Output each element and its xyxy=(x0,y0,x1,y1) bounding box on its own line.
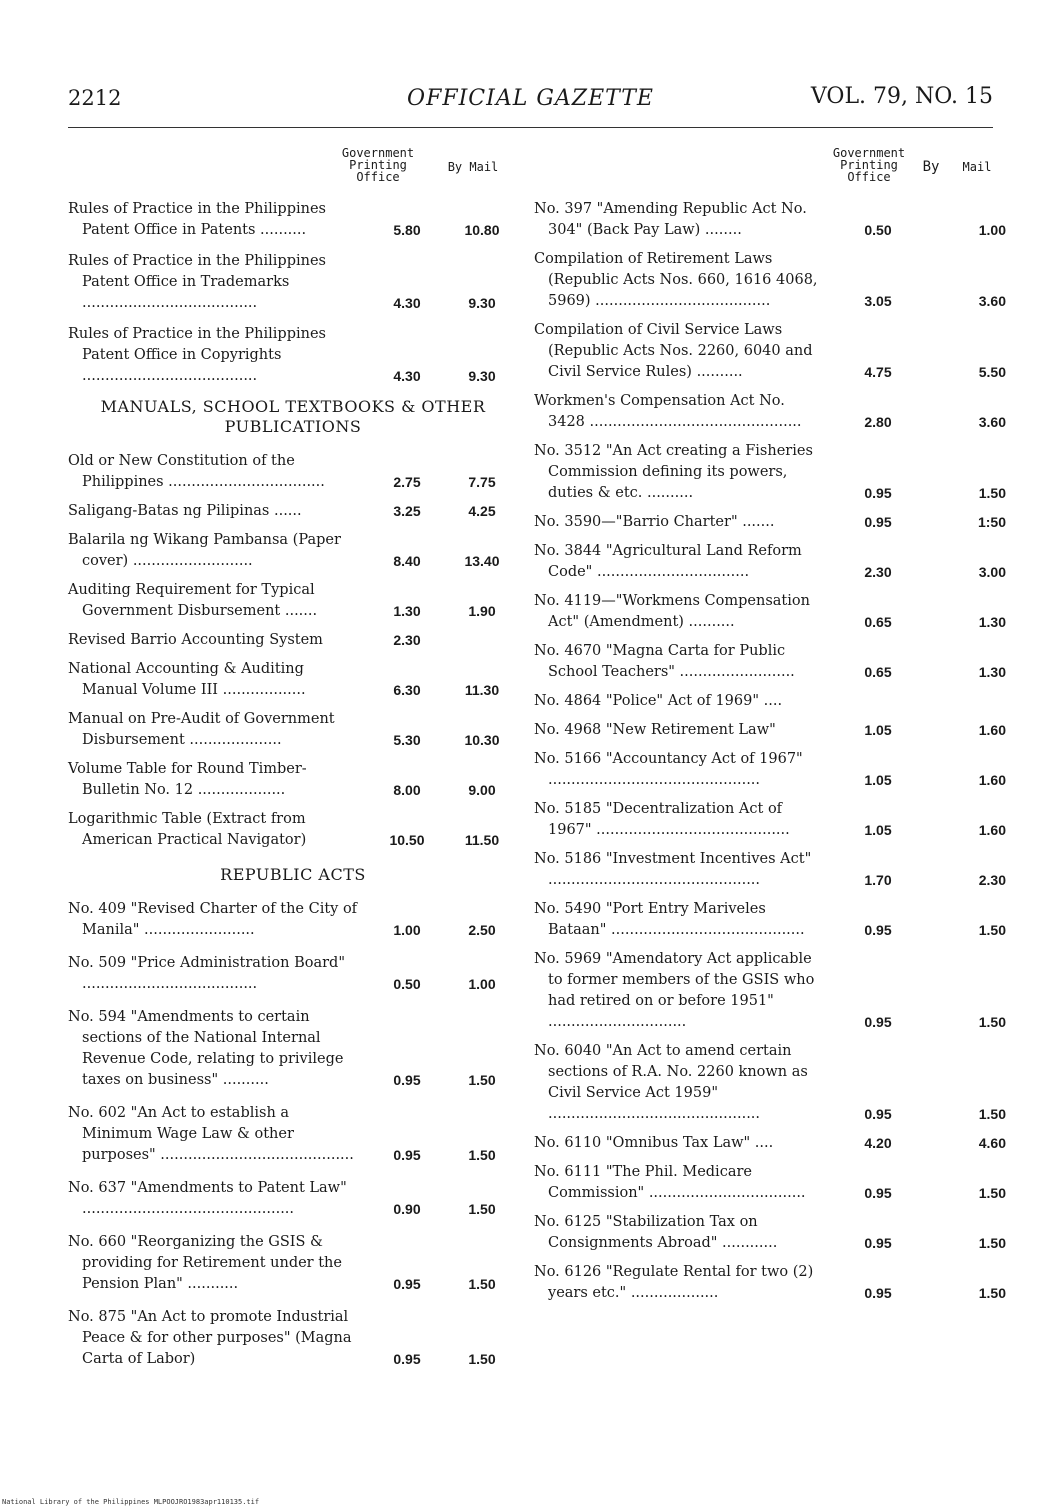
entry-title: No. 4670 "Magna Carta for Public School Teachers" ......................... xyxy=(534,643,795,680)
gpo-price: 8.00 xyxy=(393,782,421,798)
gpo-price: 4.75 xyxy=(864,364,892,380)
mail-price: 1.60 xyxy=(978,822,1006,838)
gpo-price: 1.05 xyxy=(864,822,892,838)
entry-title: No. 6125 "Stabilization Tax on Consignments Abroad" ............ xyxy=(534,1214,778,1251)
entry-title: No. 6110 "Omnibus Tax Law" .... xyxy=(534,1135,774,1151)
section-heading-republic-acts: REPUBLIC ACTS xyxy=(220,865,366,884)
gpo-price: 1.05 xyxy=(864,722,892,738)
price-list-entry xyxy=(534,899,1006,941)
mail-price: 2.30 xyxy=(978,872,1006,888)
price-list-entry xyxy=(68,809,518,851)
entry-title: Manual on Pre-Audit of Government Disbursement .................... xyxy=(68,711,335,748)
price-list-entry xyxy=(68,199,518,241)
left-column xyxy=(68,147,518,1370)
gpo-price: 0.95 xyxy=(864,1185,892,1201)
price-list-entry xyxy=(534,949,1006,1033)
entry-title: Compilation of Civil Service Laws (Republic Acts Nos. 2260, 6040 and Civil Service Rules) .......... xyxy=(534,322,813,380)
scan-footer: National Library of the Philippines MLPOOJRO1983apr110135.tif xyxy=(2,1498,260,1506)
mail-price: 13.40 xyxy=(464,553,500,569)
entry-title: Old or New Constitution of the Philippines .................................. xyxy=(68,453,325,490)
entry-title: Compilation of Retirement Laws (Republic Acts Nos. 660, 1616 4068, 5969) ...................................... xyxy=(534,251,818,309)
gpo-price: 0.95 xyxy=(864,514,892,530)
mail-price: 1.30 xyxy=(978,614,1006,630)
mail-price: 1.50 xyxy=(468,1147,496,1163)
entry-title: No. 5186 "Investment Incentives Act" .............................................. xyxy=(534,851,812,888)
mail-price: 10.30 xyxy=(464,732,500,748)
gpo-price: 1.30 xyxy=(393,603,421,619)
entry-title: No. 5185 "Decentralization Act of 1967" .......................................... xyxy=(534,801,790,838)
gpo-price: 0.65 xyxy=(864,614,892,630)
entry-title: No. 6111 "The Phil. Medicare Commission" .................................. xyxy=(534,1164,806,1201)
gpo-price: 5.30 xyxy=(393,732,421,748)
entry-title: No. 3512 "An Act creating a Fisheries Commission defining its powers, duties & etc. .......... xyxy=(534,443,813,501)
mail-price: 9.00 xyxy=(468,782,496,798)
mail-price: 10.80 xyxy=(464,222,500,238)
gpo-price: 2.80 xyxy=(864,414,892,430)
mail-price: 9.30 xyxy=(468,295,496,311)
entry-title: Rules of Practice in the Philippines Patent Office in Trademarks ...................................... xyxy=(68,253,326,311)
price-list-entry xyxy=(68,953,518,995)
mail-price: 3.00 xyxy=(978,564,1006,580)
price-list-entry xyxy=(534,320,1006,383)
gpo-price: 4.20 xyxy=(864,1135,892,1151)
volume-number: VOL. 79, NO. 15 xyxy=(810,84,993,109)
price-list-entry xyxy=(68,659,518,701)
right-column xyxy=(534,147,1006,1304)
mail-price: 11.30 xyxy=(464,682,500,698)
entry-title: No. 3844 "Agricultural Land Reform Code" ................................. xyxy=(534,543,802,580)
mail-price: 1.50 xyxy=(468,1276,496,1292)
publication-title: OFFICIAL GAZETTE xyxy=(407,86,654,111)
mail-price: 1.60 xyxy=(978,722,1006,738)
gpo-price: 4.30 xyxy=(393,295,421,311)
mail-price: 1.50 xyxy=(468,1351,496,1367)
price-list-entry xyxy=(534,799,1006,841)
price-list-entry xyxy=(68,1232,518,1295)
price-list-entry xyxy=(534,199,1006,241)
entry-title: No. 4968 "New Retirement Law" xyxy=(534,722,776,738)
entry-title: Rules of Practice in the Philippines Patent Office in Copyrights ...................................... xyxy=(68,326,326,384)
price-list-entry xyxy=(534,441,1006,504)
price-list-entry xyxy=(534,391,1006,433)
price-list-entry xyxy=(68,1178,518,1220)
gpo-price: 6.30 xyxy=(393,682,421,698)
price-list-entry xyxy=(68,709,518,751)
mail-price: 9.30 xyxy=(468,368,496,384)
price-list-entry xyxy=(534,1262,1006,1304)
gpo-price: 10.50 xyxy=(389,832,425,848)
mail-price: 1.30 xyxy=(978,664,1006,680)
entry-title: No. 637 "Amendments to Patent Law" .............................................. xyxy=(68,1180,347,1217)
entry-title: No. 602 "An Act to establish a Minimum Wage Law & other purposes" .......................................... xyxy=(68,1105,354,1163)
entry-title: Volume Table for Round Timber-Bulletin No. 12 ................... xyxy=(68,761,307,798)
mail-price: 4.25 xyxy=(468,503,496,519)
gpo-price: 0.90 xyxy=(393,1201,421,1217)
price-list-entry xyxy=(68,1007,518,1091)
price-list-entry xyxy=(534,591,1006,633)
price-list-entry xyxy=(68,501,518,522)
mail-price: 1.90 xyxy=(468,603,496,619)
gpo-price: 2.75 xyxy=(393,474,421,490)
price-list-entry xyxy=(68,580,518,622)
gpo-price: 0.95 xyxy=(393,1072,421,1088)
entry-title: Logarithmic Table (Extract from American Practical Navigator) xyxy=(68,811,307,848)
gpo-column-label: Government Printing Office xyxy=(832,146,906,184)
gpo-price: 0.65 xyxy=(864,664,892,680)
left-group-rules xyxy=(68,199,518,387)
price-list-entry xyxy=(534,1162,1006,1204)
mail-price: 1.50 xyxy=(978,1285,1006,1301)
entry-title: No. 5490 "Port Entry Mariveles Bataan" .......................................... xyxy=(534,901,805,938)
price-list-entry xyxy=(534,749,1006,791)
gpo-price: 4.30 xyxy=(393,368,421,384)
gpo-price: 0.95 xyxy=(393,1147,421,1163)
gpo-price: 1.05 xyxy=(864,772,892,788)
gpo-price: 0.95 xyxy=(393,1276,421,1292)
price-list-entry xyxy=(534,249,1006,312)
price-list-entry xyxy=(68,324,518,387)
gpo-price: 0.95 xyxy=(864,1106,892,1122)
entry-title: No. 4119—"Workmens Compensation Act" (Amendment) .......... xyxy=(534,593,810,630)
price-list-entry xyxy=(534,1041,1006,1125)
right-column-header xyxy=(534,147,1006,199)
mail-price: 2.50 xyxy=(468,922,496,938)
left-group-republic-acts xyxy=(68,899,518,1370)
left-column-header xyxy=(68,147,518,199)
entry-title: No. 660 "Reorganizing the GSIS & providing for Retirement under the Pension Plan" ........... xyxy=(68,1234,342,1292)
gpo-price: 5.80 xyxy=(393,222,421,238)
mail-price: 1.50 xyxy=(978,922,1006,938)
entry-title: Balarila ng Wikang Pambansa (Paper cover) .......................... xyxy=(68,532,341,569)
header-rule xyxy=(68,127,993,128)
price-list-entry xyxy=(534,1212,1006,1254)
entry-title: No. 4864 "Police" Act of 1969" .... xyxy=(534,693,783,709)
entry-title: Revised Barrio Accounting System xyxy=(68,632,323,648)
mail-price: 1:50 xyxy=(977,514,1006,530)
gpo-price: 3.25 xyxy=(393,503,421,519)
price-list-entry xyxy=(68,251,518,314)
entry-title: Auditing Requirement for Typical Government Disbursement ....... xyxy=(68,582,318,619)
entry-title: Workmen's Compensation Act No. 3428 .............................................. xyxy=(534,393,802,430)
section-heading-manuals: MANUALS, SCHOOL TEXTBOOKS & OTHER PUBLICATIONS xyxy=(100,397,486,436)
by-mail-column-label: By Mail xyxy=(447,160,499,174)
entry-title: No. 397 "Amending Republic Act No. 304" (Back Pay Law) ........ xyxy=(534,201,807,238)
mail-price: 1.00 xyxy=(978,222,1006,238)
price-list-entry xyxy=(534,541,1006,583)
mail-price: 11.50 xyxy=(464,832,500,848)
mail-price: 3.60 xyxy=(978,414,1006,430)
price-list-entry xyxy=(68,451,518,493)
gpo-price: 8.40 xyxy=(393,553,421,569)
price-list-entry xyxy=(534,1133,1006,1154)
entry-title: No. 5166 "Accountancy Act of 1967" .............................................. xyxy=(534,751,803,788)
mail-price: 1.50 xyxy=(468,1201,496,1217)
gpo-price: 0.95 xyxy=(864,485,892,501)
mail-price: 1.50 xyxy=(978,1185,1006,1201)
gpo-price: 0.95 xyxy=(864,922,892,938)
left-group-manuals xyxy=(68,451,518,851)
mail-price: 1.50 xyxy=(978,1235,1006,1251)
price-list-entry xyxy=(68,899,518,941)
mail-price: 1.00 xyxy=(468,976,496,992)
mail-price: 3.60 xyxy=(978,293,1006,309)
price-list-entry xyxy=(534,641,1006,683)
gpo-price: 0.95 xyxy=(864,1235,892,1251)
page-number: 2212 xyxy=(68,86,122,110)
mail-price: 4.60 xyxy=(978,1135,1006,1151)
by-column-label: By xyxy=(922,159,940,175)
gpo-price: 0.50 xyxy=(393,976,421,992)
gpo-price: 2.30 xyxy=(864,564,892,580)
entry-title: No. 6126 "Regulate Rental for two (2) years etc." ................... xyxy=(534,1264,814,1301)
price-list-entry xyxy=(534,720,1006,741)
gpo-price: 1.70 xyxy=(864,872,892,888)
price-list-entry xyxy=(534,691,1006,712)
mail-price: 7.75 xyxy=(468,474,496,490)
entry-title: No. 5969 "Amendatory Act applicable to former members of the GSIS who had retired on or before 1951" .............................. xyxy=(534,951,815,1030)
mail-column-label: Mail xyxy=(962,160,992,174)
gpo-price: 0.95 xyxy=(864,1285,892,1301)
gpo-price: 2.30 xyxy=(393,632,421,648)
price-list-entry xyxy=(68,1103,518,1166)
mail-price: 1.50 xyxy=(978,1014,1006,1030)
page-header xyxy=(68,82,993,116)
price-list-entry xyxy=(68,630,518,651)
price-list-entry xyxy=(68,530,518,572)
gpo-price: 3.05 xyxy=(864,293,892,309)
right-group-republic-acts xyxy=(534,199,1006,1304)
gpo-price: 0.95 xyxy=(393,1351,421,1367)
mail-price: 1.50 xyxy=(978,485,1006,501)
entry-title: No. 409 "Revised Charter of the City of Manila" ........................ xyxy=(68,901,358,938)
entry-title: No. 875 "An Act to promote Industrial Peace & for other purposes" (Magna Carta of Labor) xyxy=(68,1309,352,1367)
entry-title: Rules of Practice in the Philippines Patent Office in Patents .......... xyxy=(68,201,326,238)
price-list-entry xyxy=(68,1307,518,1370)
price-list-entry xyxy=(534,512,1006,533)
mail-price: 1.50 xyxy=(468,1072,496,1088)
entry-title: No. 594 "Amendments to certain sections of the National Internal Revenue Code, relating to privilege taxes on business" .......... xyxy=(68,1009,344,1088)
mail-price: 1.60 xyxy=(978,772,1006,788)
gpo-price: 0.50 xyxy=(864,222,892,238)
gpo-column-label: Government Printing Office xyxy=(341,146,415,184)
gpo-price: 0.95 xyxy=(864,1014,892,1030)
gpo-price: 1.00 xyxy=(393,922,421,938)
entry-title: No. 6040 "An Act to amend certain sections of R.A. No. 2260 known as Civil Service Act 1959" .............................................. xyxy=(534,1043,808,1122)
entry-title: Saligang-Batas ng Pilipinas ...... xyxy=(68,503,302,519)
price-list-entry xyxy=(68,759,518,801)
mail-price: 1.50 xyxy=(978,1106,1006,1122)
entry-title: No. 509 "Price Administration Board" ...................................... xyxy=(68,955,345,992)
price-list-entry xyxy=(534,849,1006,891)
entry-title: National Accounting & Auditing Manual Volume III .................. xyxy=(68,661,306,698)
mail-price: 5.50 xyxy=(978,364,1006,380)
entry-title: No. 3590—"Barrio Charter" ....... xyxy=(534,514,775,530)
